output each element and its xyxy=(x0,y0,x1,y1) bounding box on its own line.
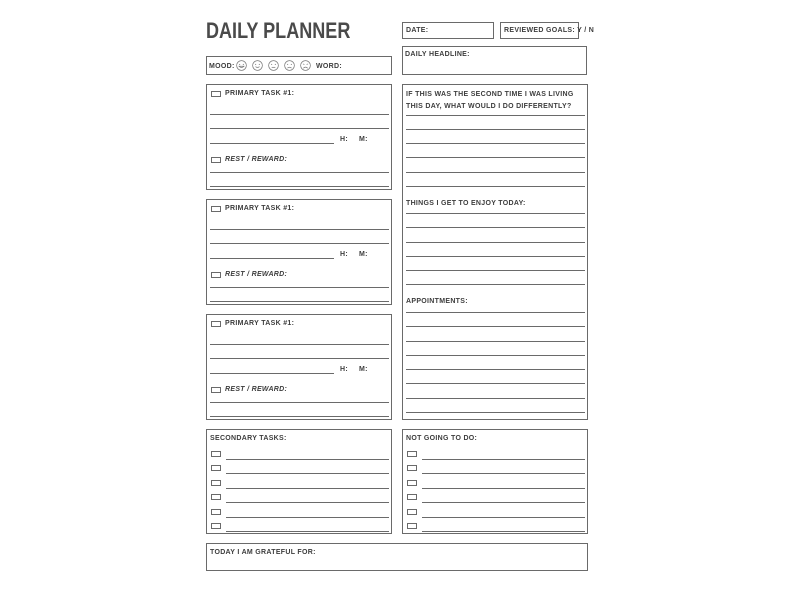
write-line[interactable] xyxy=(406,326,585,327)
write-line[interactable] xyxy=(406,398,585,399)
write-line[interactable] xyxy=(210,186,389,187)
write-line[interactable] xyxy=(210,229,389,230)
write-line[interactable] xyxy=(422,502,585,503)
write-line[interactable] xyxy=(210,143,334,144)
very-sad-face-icon[interactable] xyxy=(300,60,311,71)
write-line[interactable] xyxy=(422,459,585,460)
write-line[interactable] xyxy=(406,312,585,313)
hours-label: H: xyxy=(340,251,348,258)
minutes-label: M: xyxy=(359,251,368,258)
date-label: DATE: xyxy=(406,27,429,34)
page-title: DAILY PLANNER xyxy=(206,18,351,43)
reviewed-goals-field[interactable] xyxy=(500,22,595,39)
write-line[interactable] xyxy=(210,301,389,302)
write-line[interactable] xyxy=(406,242,585,243)
secondary-tasks-card xyxy=(206,429,392,534)
write-line[interactable] xyxy=(226,531,389,532)
write-line[interactable] xyxy=(406,383,585,384)
write-line[interactable] xyxy=(406,115,585,116)
task-checkbox[interactable] xyxy=(211,509,221,515)
primary-task-card xyxy=(206,84,392,190)
minutes-label: M: xyxy=(359,366,368,373)
primary-task-label: PRIMARY TASK #1: xyxy=(225,320,295,327)
hours-label: H: xyxy=(340,136,348,143)
task-checkbox[interactable] xyxy=(211,321,221,327)
task-checkbox[interactable] xyxy=(211,91,221,97)
write-line[interactable] xyxy=(406,341,585,342)
minutes-label: M: xyxy=(359,136,368,143)
write-line[interactable] xyxy=(210,402,389,403)
write-line[interactable] xyxy=(226,517,389,518)
task-checkbox[interactable] xyxy=(407,509,417,515)
enjoy-today-label: THINGS I GET TO ENJOY TODAY: xyxy=(406,200,526,207)
rest-checkbox[interactable] xyxy=(211,272,221,278)
write-line[interactable] xyxy=(406,284,585,285)
sad-face-icon[interactable] xyxy=(284,60,295,71)
write-line[interactable] xyxy=(226,459,389,460)
task-checkbox[interactable] xyxy=(407,523,417,529)
daily-headline-field[interactable] xyxy=(402,46,587,75)
primary-task-label: PRIMARY TASK #1: xyxy=(225,90,295,97)
task-checkbox[interactable] xyxy=(211,494,221,500)
task-checkbox[interactable] xyxy=(407,465,417,471)
very-happy-face-icon[interactable] xyxy=(236,60,247,71)
write-line[interactable] xyxy=(210,373,334,374)
write-line[interactable] xyxy=(210,258,334,259)
not-going-to-do-label: NOT GOING TO DO: xyxy=(406,435,478,442)
not-going-to-do-card xyxy=(402,429,588,534)
write-line[interactable] xyxy=(226,473,389,474)
write-line[interactable] xyxy=(210,344,389,345)
task-checkbox[interactable] xyxy=(407,451,417,457)
word-label: WORD: xyxy=(316,63,342,70)
write-line[interactable] xyxy=(406,227,585,228)
write-line[interactable] xyxy=(406,412,585,413)
write-line[interactable] xyxy=(406,186,585,187)
rest-reward-label: REST / REWARD: xyxy=(225,271,288,278)
write-line[interactable] xyxy=(226,488,389,489)
task-checkbox[interactable] xyxy=(211,206,221,212)
grateful-label: TODAY I AM GRATEFUL FOR: xyxy=(210,549,316,556)
write-line[interactable] xyxy=(210,287,389,288)
task-checkbox[interactable] xyxy=(211,480,221,486)
daily-headline-label: DAILY HEADLINE: xyxy=(405,51,470,58)
write-line[interactable] xyxy=(406,369,585,370)
write-line[interactable] xyxy=(406,157,585,158)
mood-field[interactable] xyxy=(206,56,392,75)
write-line[interactable] xyxy=(406,143,585,144)
happy-face-icon[interactable] xyxy=(252,60,263,71)
write-line[interactable] xyxy=(210,243,389,244)
neutral-face-icon[interactable] xyxy=(268,60,279,71)
write-line[interactable] xyxy=(422,517,585,518)
second-time-question: IF THIS WAS THE SECOND TIME I WAS LIVING THIS DAY, WHAT WOULD I DO DIFFERENTLY? xyxy=(406,91,574,110)
write-line[interactable] xyxy=(406,355,585,356)
write-line[interactable] xyxy=(406,256,585,257)
hours-label: H: xyxy=(340,366,348,373)
primary-task-card xyxy=(206,314,392,420)
write-line[interactable] xyxy=(210,114,389,115)
write-line[interactable] xyxy=(406,270,585,271)
rest-reward-label: REST / REWARD: xyxy=(225,386,288,393)
task-checkbox[interactable] xyxy=(407,480,417,486)
reflection-card xyxy=(402,84,588,420)
primary-task-card xyxy=(206,199,392,305)
rest-checkbox[interactable] xyxy=(211,157,221,163)
grateful-field[interactable] xyxy=(206,543,588,571)
primary-task-label: PRIMARY TASK #1: xyxy=(225,205,295,212)
reviewed-goals-label: REVIEWED GOALS: Y / N xyxy=(504,27,595,34)
date-field[interactable] xyxy=(402,22,494,39)
mood-label: MOOD: xyxy=(209,63,235,70)
task-checkbox[interactable] xyxy=(211,451,221,457)
write-line[interactable] xyxy=(406,129,585,130)
write-line[interactable] xyxy=(226,502,389,503)
task-checkbox[interactable] xyxy=(211,465,221,471)
task-checkbox[interactable] xyxy=(407,494,417,500)
write-line[interactable] xyxy=(210,172,389,173)
write-line[interactable] xyxy=(210,358,389,359)
write-line[interactable] xyxy=(422,473,585,474)
rest-reward-label: REST / REWARD: xyxy=(225,156,288,163)
write-line[interactable] xyxy=(422,488,585,489)
write-line[interactable] xyxy=(422,531,585,532)
task-checkbox[interactable] xyxy=(211,523,221,529)
write-line[interactable] xyxy=(406,213,585,214)
rest-checkbox[interactable] xyxy=(211,387,221,393)
write-line[interactable] xyxy=(210,416,389,417)
appointments-label: APPOINTMENTS: xyxy=(406,298,468,305)
secondary-tasks-label: SECONDARY TASKS: xyxy=(210,435,287,442)
write-line[interactable] xyxy=(210,128,389,129)
write-line[interactable] xyxy=(406,172,585,173)
